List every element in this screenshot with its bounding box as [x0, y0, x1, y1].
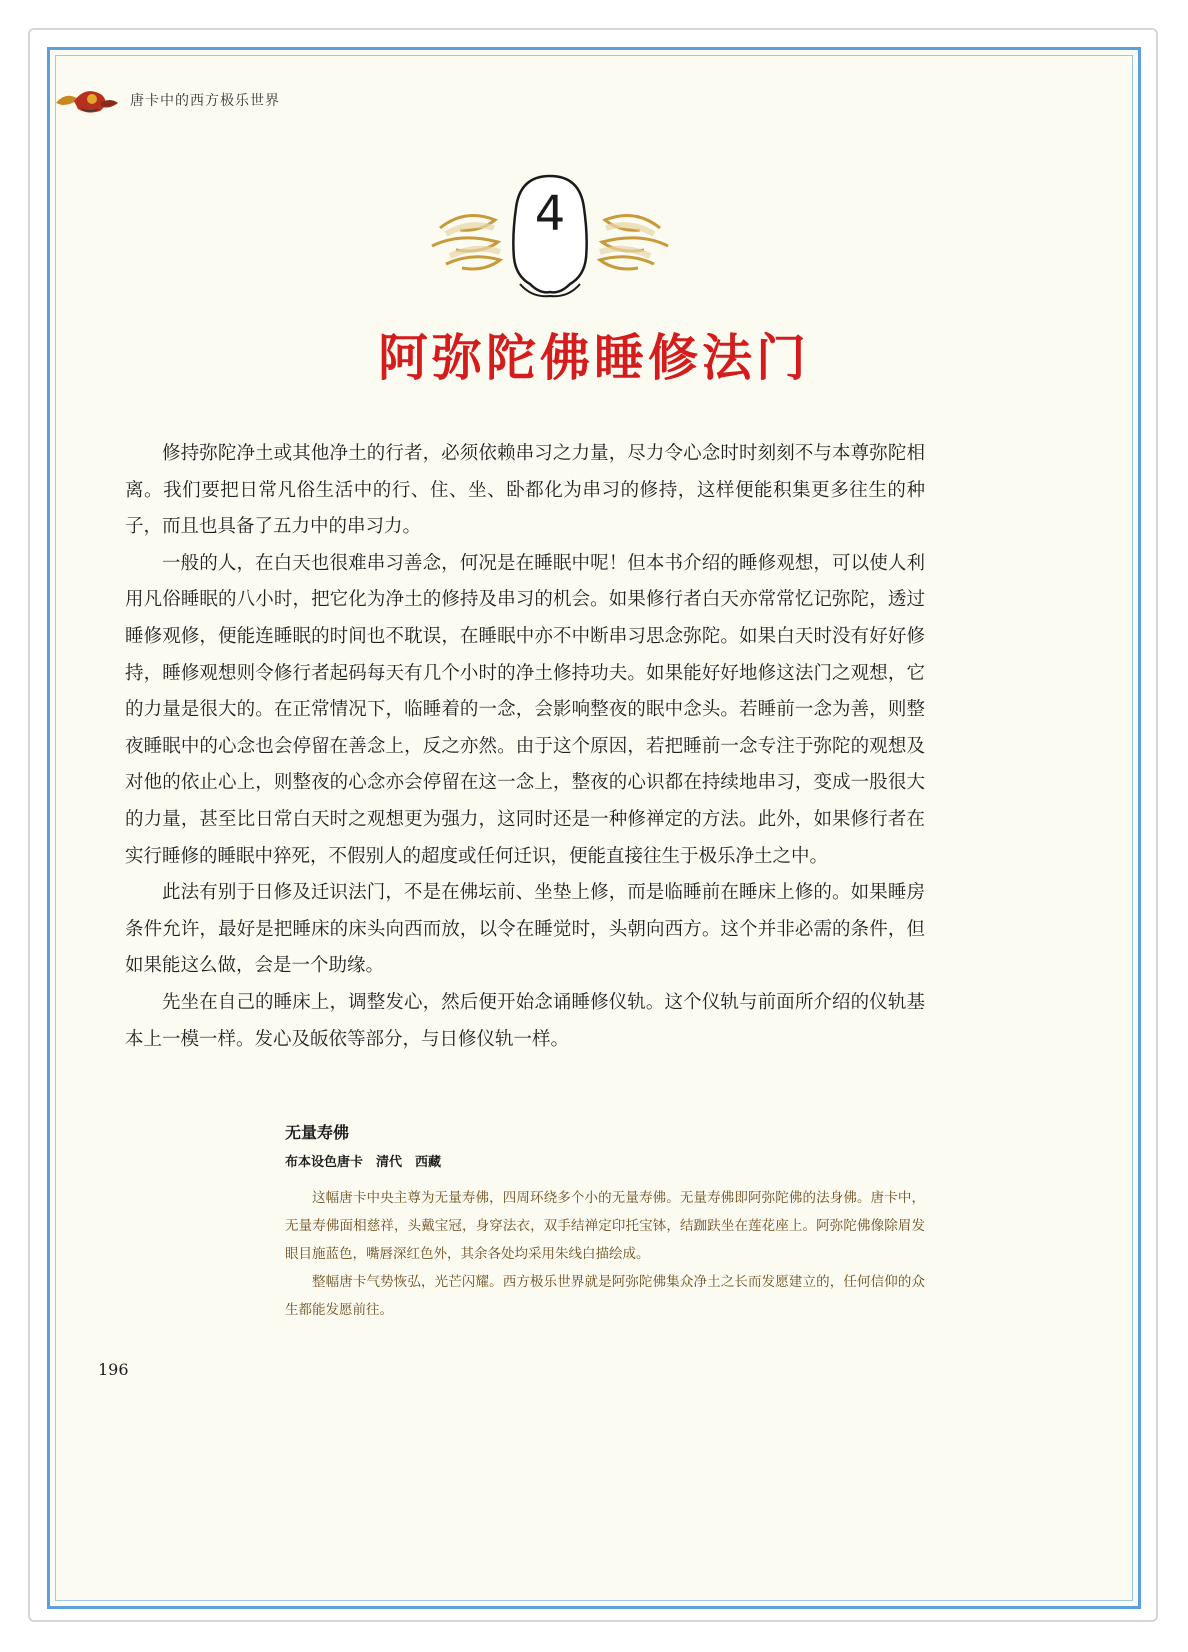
body-paragraph: 修持弥陀净土或其他净土的行者，必须依赖串习之力量，尽力令心念时时刻刻不与本尊弥陀相离。我们要把日常凡俗生活中的行、住、坐、卧都化为串习的修持，这样便能积集更多往生的种子，而且也具备了五力中的串习力。 [125, 443, 925, 538]
chapter-badge [420, 158, 680, 308]
caption-paragraph: 这幅唐卡中央主尊为无量寿佛，四周环绕多个小的无量寿佛。无量寿佛即阿弥陀佛的法身佛。唐卡中，无量寿佛面相慈祥，头戴宝冠，身穿法衣，双手结禅定印托宝钵，结跏趺坐在莲花座上。阿弥陀佛像除眉发眼目施蓝色，嘴唇深红色外，其余各处均采用朱线白描绘成。 [285, 1190, 925, 1262]
chapter-title: 阿弥陀佛睡修法门 [378, 328, 810, 387]
body-paragraph: 先坐在自己的睡床上，调整发心，然后便开始念诵睡修仪轨。这个仪轨与前面所介绍的仪轨基本上一模一样。发心及皈依等部分，与日修仪轨一样。 [125, 991, 925, 1050]
page-number: 196 [98, 1360, 129, 1379]
caption-paragraph: 整幅唐卡气势恢弘，光芒闪耀。西方极乐世界就是阿弥陀佛集众净土之长而发愿建立的，任何信仰的众生都能发愿前往。 [285, 1274, 925, 1318]
body-paragraph: 此法有别于日修及迁识法门，不是在佛坛前、坐垫上修，而是临睡前在睡床上修的。如果睡房条件允许，最好是把睡床的床头向西而放，以令在睡觉时，头朝向西方。这个并非必需的条件，但如果能这么做，会是一个助缘。 [125, 882, 925, 977]
image-caption [285, 1120, 925, 1324]
chapter-number: 4 [534, 186, 566, 242]
running-header [52, 80, 280, 120]
treasure-vase-icon [52, 83, 122, 117]
caption-title: 无量寿佛 [285, 1123, 350, 1142]
body-text [125, 436, 925, 1058]
running-header-title: 唐卡中的西方极乐世界 [130, 93, 280, 109]
body-paragraph: 一般的人，在白天也很难串习善念，何况是在睡眠中呢！但本书介绍的睡修观想，可以使人利用凡俗睡眠的八小时，把它化为净土的修持及串习的机会。如果修行者白天亦常常忆记弥陀，透过睡修观修，便能连睡眠的时间也不耽误，在睡眠中亦不中断串习思念弥陀。如果白天时没有好好修持，睡修观想则令修行者起码每天有几个小时的净土修持功夫。如果能好好地修这法门之观想，它的力量是很大的。在正常情况下，临睡着的一念，会影响整夜的眠中念头。若睡前一念为善，则整夜睡眠中的心念也会停留在善念上，反之亦然。由于这个原因，若把睡前一念专注于弥陀的观想及对他的依止心上，则整夜的心念亦会停留在这一念上，整夜的心识都在持续地串习，变成一股很大的力量，甚至比日常白天时之观想更为强力，这同时还是一种修禅定的方法。此外，如果修行者在实行睡修的睡眠中猝死，不假别人的超度或任何迁识，便能直接往生于极乐净土之中。 [125, 552, 925, 867]
caption-subtitle: 布本设色唐卡 清代 西藏 [285, 1155, 442, 1170]
caption-text [285, 1184, 925, 1324]
